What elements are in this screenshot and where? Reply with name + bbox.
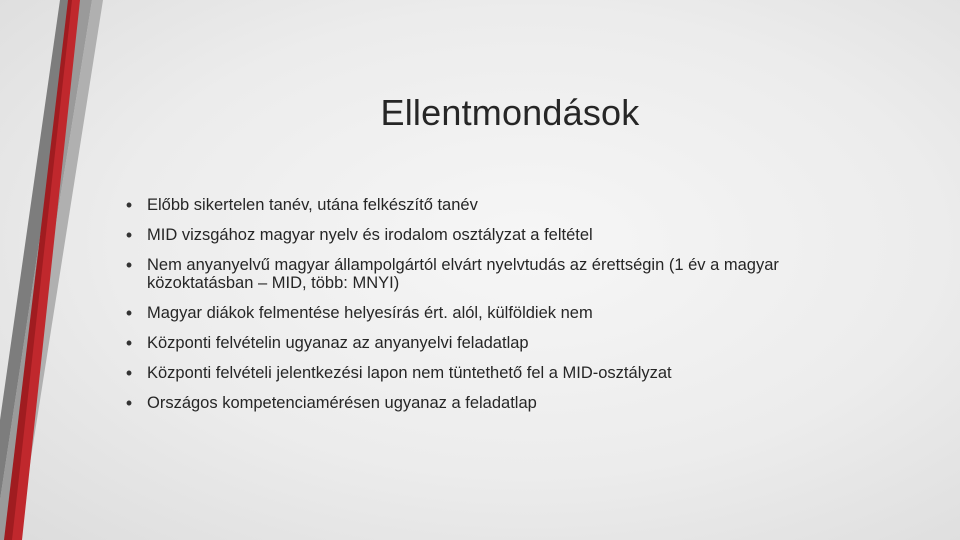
bullet-icon: •	[125, 255, 133, 275]
bullet-icon: •	[125, 393, 133, 413]
bullet-item	[124, 364, 884, 382]
bullet-item	[124, 226, 884, 244]
bullet-item	[124, 394, 884, 412]
bullet-item	[124, 256, 884, 292]
bullet-icon: •	[125, 225, 133, 245]
bullet-text: Központi felvételi jelentkezési lapon nem tüntethető fel a MID-osztályzat	[147, 364, 672, 382]
bullet-icon: •	[125, 333, 133, 353]
bullet-text: MID vizsgához magyar nyelv és irodalom osztályzat a feltétel	[147, 226, 593, 244]
bullet-icon: •	[125, 303, 133, 323]
bullet-text: Nem anyanyelvű magyar állampolgártól elvárt nyelvtudás az érettségin (1 év a magyar közoktatásban – MID, több: MNYI)	[147, 256, 779, 292]
bullet-item	[124, 334, 884, 352]
bullet-icon: •	[125, 195, 133, 215]
bullet-text: Előbb sikertelen tanév, utána felkészítő tanév	[147, 196, 478, 214]
bullet-list	[124, 196, 884, 424]
bullet-text: Magyar diákok felmentése helyesírás ért. alól, külföldiek nem	[147, 304, 593, 322]
bullet-item	[124, 196, 884, 214]
bullet-item	[124, 304, 884, 322]
bullet-text: Központi felvételin ugyanaz az anyanyelvi feladatlap	[147, 334, 529, 352]
bullet-icon: •	[125, 363, 133, 383]
bullet-text: Országos kompetenciamérésen ugyanaz a feladatlap	[147, 394, 537, 412]
slide-title: Ellentmondások	[380, 92, 640, 133]
